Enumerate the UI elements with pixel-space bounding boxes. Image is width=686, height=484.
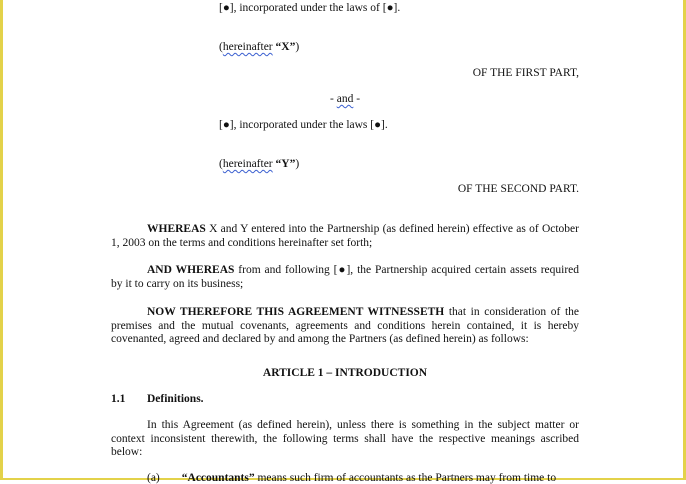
recital-whereas: [111, 223, 579, 250]
definition-a-label: (a): [147, 472, 160, 484]
and-dash-right: -: [353, 93, 361, 105]
and-dash-left: -: [330, 93, 337, 105]
party1-part: OF THE FIRST PART,: [472, 67, 579, 79]
and-separator: [330, 93, 360, 106]
party2-line: [●], incorporated under the laws [●].: [219, 119, 388, 131]
definition-a-text: means such firm of accountants as the Partners may from time to: [254, 472, 557, 484]
article-heading: ARTICLE 1 – INTRODUCTION: [262, 367, 428, 379]
section-number: 1.1: [111, 393, 126, 405]
party2-hereinafter-word: hereinafter: [222, 158, 273, 170]
recital-whereas-text: X and Y entered into the Partnership (as defined herein) effective as of October 1, 2003 on the terms and conditions hereinafter set forth;: [111, 223, 579, 249]
party2-part: OF THE SECOND PART.: [457, 183, 579, 195]
party1-hereinafter: (hereinafter “X”): [219, 41, 300, 53]
recital-and-whereas: [111, 264, 579, 291]
party2-hereinafter-name: “Y”: [275, 158, 296, 170]
recital-now-therefore-lead: NOW THEREFORE THIS AGREEMENT WITNESSETH: [147, 306, 445, 318]
recital-now-therefore-text: that in consideration of the premises and the mutual covenants, agreements and conditions herein contained, it is hereby covenanted, agreed and declared by and among the Partners (as defined herein) as follows:: [111, 306, 579, 345]
section-title: Definitions.: [147, 393, 204, 405]
definition-a: [147, 472, 556, 484]
recital-and-whereas-text: from and following [●], the Partnership acquired certain assets required by it to carry on its business;: [111, 264, 580, 290]
party2-hereinafter: (hereinafter “Y”): [219, 158, 300, 170]
definitions-intro: [111, 419, 579, 460]
definitions-intro-text: In this Agreement (as defined herein), unless there is something in the subject matter or context inconsistent therewith, the following terms shall have the respective meanings ascribed below:: [111, 419, 579, 458]
definition-a-term: “Accountants”: [181, 472, 255, 484]
recital-and-whereas-lead: AND WHEREAS: [147, 264, 235, 276]
party1-hereinafter-name: “X”: [275, 41, 296, 53]
recital-whereas-lead: WHEREAS: [147, 223, 206, 235]
and-word: and: [336, 93, 354, 105]
party1-line: [●], incorporated under the laws of [●].: [219, 2, 401, 14]
party1-hereinafter-word: hereinafter: [222, 41, 273, 53]
recital-now-therefore: [111, 306, 579, 347]
